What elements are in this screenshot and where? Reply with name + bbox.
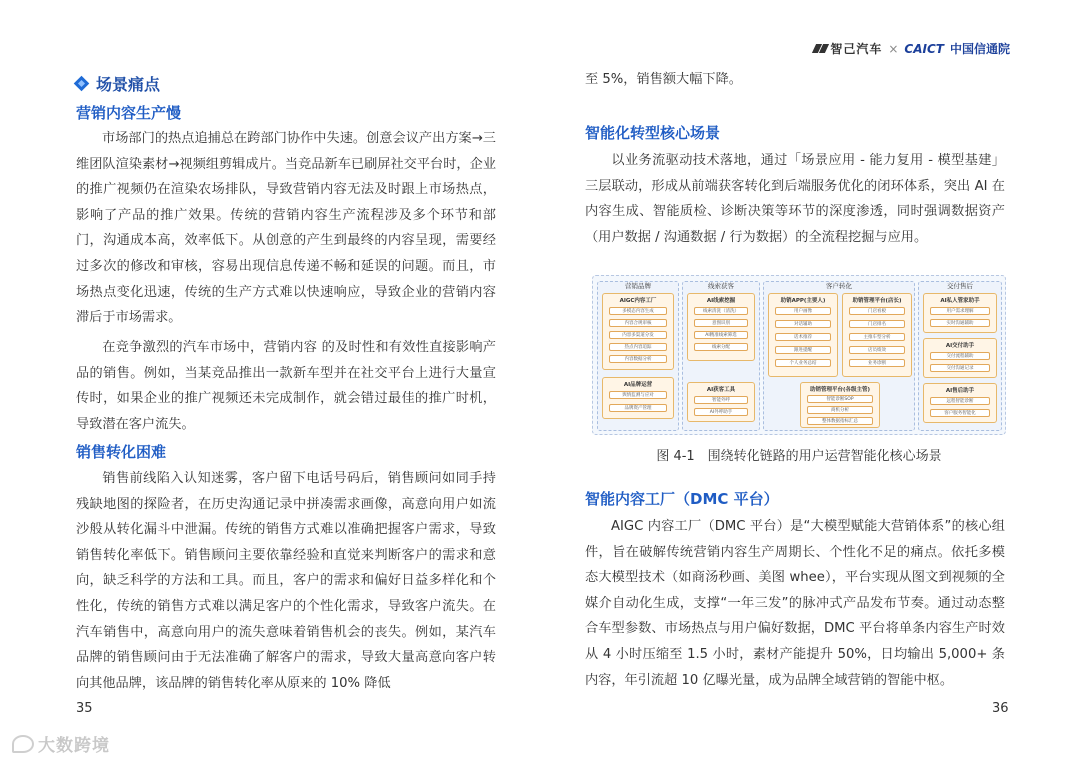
- page-number-right: 36: [992, 701, 1009, 716]
- paragraph-marketing-1-text: 市场部门的热点追捕总在跨部门协作中失速。创意会议产出方案→三维团队渲染素材→视频组剪辑成片。当竞品新车已刷屏社交平台时，企业的推广视频仍在渲染农场排队，导致营销内容无法及时跟上市场热点，影响了产品的推广效果。传统的营销内容生产流程涉及多个环节和部门，沟通成本高，效率低下。从创意的产生到最终的内容呈现，需要经过多次的修改和审核，容易出现信息传递不畅和延误的问题。而且，市场热点变化迅速，传统的生产方式难以快速响应，导致企业的营销内容滞后于市场需求。: [76, 131, 496, 326]
- figure-item: 交付沟通记录: [930, 364, 990, 372]
- section-heading: [76, 72, 160, 95]
- subheading-sales: 销售转化困难: [76, 443, 167, 461]
- figure-item: 实时沟通辅助: [930, 319, 990, 327]
- zhiji-logo-icon: [813, 44, 827, 53]
- watermark-text: 大数跨境: [38, 736, 110, 756]
- subheading-core-scenes: 智能化转型核心场景: [585, 124, 721, 142]
- figure-item: 商机分析: [807, 406, 873, 414]
- figure-item: 舆情监测与应对: [609, 391, 667, 399]
- figure-item: 对话辅助: [775, 320, 831, 328]
- figure-item: AI外呼助手: [694, 408, 748, 416]
- figure-item: 门店排名: [849, 320, 905, 328]
- figure-item: 智能外呼: [694, 396, 748, 404]
- figure-column-title: 交付售后: [947, 282, 973, 290]
- watermark-logo-icon: [12, 735, 34, 753]
- paragraph-core-scenes: [585, 148, 1005, 250]
- figure-column-conversion: [763, 281, 915, 431]
- figure-item: 店员绩效: [849, 346, 905, 354]
- figure-column-title: 客户转化: [826, 282, 852, 290]
- zhiji-logo: [813, 40, 882, 57]
- figure-item: 个人业务总结: [775, 359, 831, 367]
- figure-item: 多模态内容生成: [609, 307, 667, 315]
- figure-item: 线索分配: [694, 343, 748, 351]
- zhiji-logo-text: 智己汽车: [830, 42, 883, 56]
- figure-column-leads: [682, 281, 760, 431]
- diamond-icon: [76, 78, 88, 90]
- figure-item: 智能诊断SOP: [807, 395, 873, 403]
- page-number-left: 35: [76, 701, 93, 716]
- figure-item: 线索清洗（清洗）: [694, 307, 748, 315]
- figure-card: [923, 293, 997, 333]
- figure-card-title: 助销APP(主要人): [780, 298, 826, 304]
- figure-card: [923, 338, 997, 378]
- figure-card-title: AI交付助手: [945, 343, 975, 349]
- figure-item: 热点内容追踪: [609, 343, 667, 351]
- figure-card: [842, 293, 912, 377]
- figure-item: 内容合规审核: [609, 319, 667, 327]
- figure-card-title: AIGC内容工厂: [619, 298, 657, 304]
- figure-item: 门店看板: [849, 307, 905, 315]
- caict-logo-cn: 中国信通院: [949, 42, 1010, 56]
- paragraph-marketing-1: [76, 126, 496, 331]
- figure-card-title: AI线索挖掘: [706, 298, 736, 304]
- caict-logo: CAICT: [904, 41, 944, 56]
- figure-card-title: AI私人管家助手: [940, 298, 980, 304]
- figure-item: 品牌资产管理: [609, 404, 667, 412]
- paragraph-sales: [76, 466, 496, 696]
- figure-card-title: AI售后助手: [945, 388, 975, 394]
- figure-card: [800, 382, 880, 428]
- figure-item: 整体数据指标汇总: [807, 417, 873, 425]
- figure-card-title: AI品牌运营: [623, 382, 653, 388]
- paragraph-marketing-2-text: 在竞争激烈的汽车市场中，营销内容 的及时性和有效性直接影响产品的销售。例如，当某竞品推出一款新车型并在社交平台上进行大量宣传时，如果企业的推广视频还未完成制作，就会错过最佳的推广时机，导致潜在客户流失。: [76, 340, 496, 432]
- figure-item: 业务诊断: [849, 359, 905, 367]
- paragraph-continued: 至 5%，销售额大幅下降。: [585, 72, 742, 87]
- figure-card: [602, 293, 674, 370]
- figure-item: 内容数据分析: [609, 355, 667, 363]
- figure-item: 内容多渠道分发: [609, 331, 667, 339]
- figure-item: 跟进提醒: [775, 346, 831, 354]
- figure-item: 远程智能诊断: [930, 397, 990, 405]
- subheading-dmc: 智能内容工厂（DMC 平台）: [585, 490, 779, 508]
- figure-column-title: 营销品牌: [625, 282, 651, 290]
- paragraph-dmc: [585, 514, 1005, 693]
- subheading-marketing: 营销内容生产慢: [76, 104, 182, 122]
- figure-column-marketing: [597, 281, 679, 431]
- figure-item: 客户服务智能化: [930, 409, 990, 417]
- figure-item: 用户需求理解: [930, 307, 990, 315]
- figure-diagram: [592, 275, 1006, 435]
- figure-column-title: 线索获客: [708, 282, 734, 290]
- figure-card-title: 助销管理平台(店长): [852, 298, 902, 304]
- paragraph-marketing-2: [76, 335, 496, 437]
- figure-item: 交付流程辅助: [930, 352, 990, 360]
- figure-column-delivery: [918, 281, 1002, 431]
- figure-card-title: 助销管理平台(各级主管): [809, 387, 871, 393]
- figure-item: 话术推荐: [775, 333, 831, 341]
- figure-card: [923, 383, 997, 423]
- paragraph-dmc-text: AIGC 内容工厂（DMC 平台）是“大模型赋能大营销体系”的核心组件，旨在破解传统营销内容生产周期长、个性化不足的痛点。依托多模态大模型技术（如商汤秒画、美图 whee），平台实现从图文到视频的全媒介自动化生成，支撑“一年三发”的脉冲式产品发布节奏。通过动态整合车型参数、市场热点与用户偏好数据，DMC 平台将单条内容生产时效从 4 小时压缩至 1.5 小时，素材产能提升 50%，日均输出 5,000+ 条内容，年引流超 10 亿曝光量，成为品牌全域营销的智能中枢。: [585, 519, 1005, 688]
- paragraph-core-scenes-text: 以业务流驱动技术落地，通过「场景应用 - 能力复用 - 模型基建」三层联动，形成从前端获客转化到后端服务优化的闭环体系，突出 AI 在内容生成、智能质检、诊断决策等环节的深度渗透，同时强调数据资产（用户数据 / 沟通数据 / 行为数据）的全流程挖掘与应用。: [585, 153, 1005, 245]
- figure-caption: 图 4-1 围绕转化链路的用户运营智能化核心场景: [656, 449, 942, 464]
- figure-item: 意图识别: [694, 319, 748, 327]
- section-title: 场景痛点: [96, 75, 161, 94]
- figure-card: [602, 377, 674, 419]
- paragraph-sales-text: 销售前线陷入认知迷雾，客户留下电话号码后，销售顾问如同手持残缺地图的探险者，在历史沟通记录中拼凑需求画像，高意向用户如流沙般从转化漏斗中泄漏。传统的销售方式难以准确把握客户需求，导致销售转化率低下。销售顾问主要依靠经验和直觉来判断客户的需求和意向，缺乏科学的方法和工具。而且，客户的需求和偏好日益多样化和个性化，传统的销售方式难以满足客户的个性化需求，导致客户流失。在汽车销售中，高意向用户的流失意味着销售机会的丧失。例如，某汽车品牌的销售顾问由于无法准确了解客户的需求，导致大量高意向客户转向其他品牌，该品牌的销售转化率从原来的 10% 降低: [76, 471, 496, 691]
- figure-item: AI精准线索筛选: [694, 331, 748, 339]
- logo-separator: ×: [888, 41, 899, 56]
- watermark: [12, 731, 110, 756]
- figure-card-title: AI获客工具: [706, 387, 736, 393]
- header-logos: [813, 40, 1010, 57]
- figure-card: [768, 293, 838, 377]
- figure-item: 用户画像: [775, 307, 831, 315]
- figure-item: 主推车型分析: [849, 333, 905, 341]
- figure-card: [687, 382, 755, 422]
- figure-card: [687, 293, 755, 361]
